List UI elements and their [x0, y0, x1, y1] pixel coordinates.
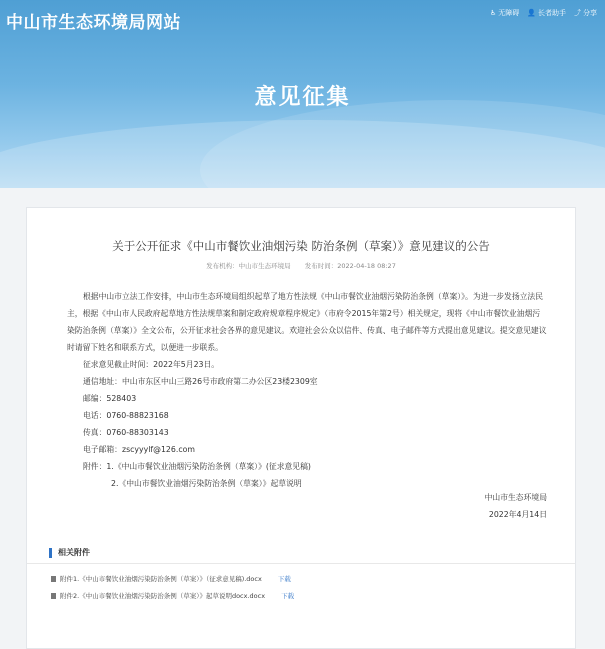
article-paragraph: 根据中山市立法工作安排，中山市生态环境局组织起草了地方性法规《中山市餐饮业油烟污染防治条例（草案）》。为进一步发扬立法民主，根据《中山市人民政府起草地方性法规草案和制定政府规章程序规定》（市府令2015年第2号）相关规定，现将《中山市餐饮业油烟污染防治条例（草案）》全文公布，公开征求社会各界的意见建议。欢迎社会公众以信件、传真、电子邮件等方式提出意见建议。提交意见建议时请留下姓名和联系方式，以便进一步联系。 — [67, 292, 547, 352]
attachment-1: 附件：1.《中山市餐饮业油烟污染防治条例（草案）》(征求意见稿) — [83, 462, 311, 471]
related-heading: 相关附件 — [49, 548, 90, 558]
signer: 中山市生态环境局 — [484, 493, 547, 502]
page-heading: 意见征集 — [254, 85, 351, 110]
article-card — [26, 207, 576, 649]
article-title: 关于公开征求《中山市餐饮业油烟污染 防治条例（草案）》意见建议的公告 — [112, 239, 490, 253]
accessibility-icon: ♿ — [490, 9, 497, 17]
link-label: 长者助手 — [538, 9, 566, 17]
deadline: 征求意见截止时间：2022年5月23日。 — [83, 360, 220, 369]
document-icon — [51, 593, 56, 599]
site-title[interactable]: 中山市生态环境局网站 — [6, 13, 181, 33]
download-link[interactable]: 下载 — [281, 592, 295, 600]
attachment-2: 2.《中山市餐饮业油烟污染防治条例（草案）》起草说明 — [111, 479, 302, 488]
banner-wave — [200, 100, 605, 188]
link-label: 无障碍 — [498, 9, 520, 17]
article-meta — [27, 261, 575, 270]
file-name[interactable]: 附件2.《中山市餐饮业油烟污染防治条例（草案）》起草说明docx.docx — [60, 592, 266, 600]
article-body — [67, 288, 547, 492]
file-row — [51, 591, 294, 600]
download-link[interactable]: 下载 — [277, 575, 291, 583]
share-icon: ⤴ — [574, 9, 581, 17]
phone: 电话：0760-88823168 — [83, 411, 169, 420]
document-icon — [51, 576, 56, 582]
publish-time: 发布时间：2022-04-18 08:27 — [304, 262, 396, 270]
link-label: 分享 — [583, 9, 597, 17]
top-links — [490, 8, 597, 18]
fax: 传真：0760-88303143 — [83, 428, 169, 437]
publisher: 发布机构：中山市生态环境局 — [206, 262, 291, 270]
elder-helper-link[interactable] — [527, 8, 566, 18]
accessibility-link[interactable] — [490, 8, 519, 18]
elder-icon: 👤 — [527, 9, 536, 17]
file-name[interactable]: 附件1.《中山市餐饮业油烟污染防治条例（草案）》（征求意见稿).docx — [60, 575, 262, 583]
share-link[interactable] — [574, 8, 597, 18]
postcode: 邮编：528403 — [83, 394, 137, 403]
file-row — [51, 574, 291, 583]
divider — [27, 563, 575, 564]
address: 通信地址：中山市东区中山三路26号市政府第二办公区23楼2309室 — [83, 377, 318, 386]
email: 电子邮箱：zscyyylf@126.com — [83, 445, 195, 454]
sign-date: 2022年4月14日 — [488, 510, 547, 519]
header-banner — [0, 0, 605, 188]
